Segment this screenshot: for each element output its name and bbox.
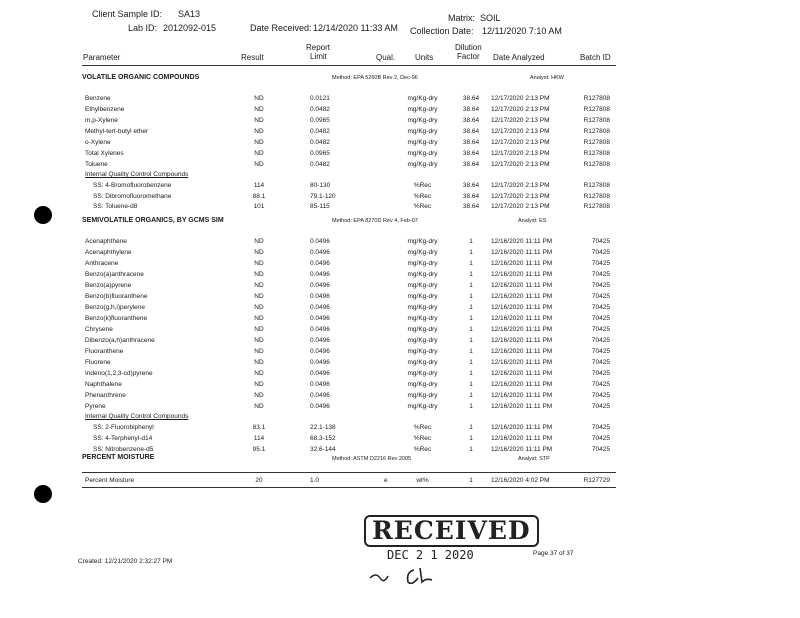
table-row: Pyrene ND 0.0496 mg/Kg-dry 1 12/16/2020 11:11 PM 70425 bbox=[85, 403, 610, 410]
table-row: Fluorene ND 0.0496 mg/Kg-dry 1 12/16/2020 11:11 PM 70425 bbox=[85, 359, 610, 366]
table-row: Benzo(k)fluoranthene ND 0.0496 mg/Kg-dry 1 12/16/2020 11:11 PM 70425 bbox=[85, 315, 610, 322]
section-title-voc: VOLATILE ORGANIC COMPOUNDS bbox=[82, 74, 200, 81]
table-row: Benzo(g,h,i)perylene ND 0.0496 mg/Kg-dry 1 12/16/2020 11:11 PM 70425 bbox=[85, 304, 610, 311]
col-date-analyzed: Date Analyzed bbox=[493, 53, 545, 62]
analyst-svoc: Analyst: ES bbox=[518, 218, 547, 224]
page-number: Page 37 of 37 bbox=[533, 550, 574, 557]
analyst-moisture: Analyst: STP bbox=[518, 456, 550, 462]
col-report-limit-2: Limit bbox=[310, 52, 327, 61]
table-row: SS: Toluene-d8 101 85-115 %Rec 38.64 12/17/2020 2:13 PM R127808 bbox=[93, 203, 610, 210]
col-dilution-2: Factor bbox=[457, 52, 480, 61]
surrogate-heading-voc: Internal Quality Control Compounds bbox=[85, 171, 189, 178]
col-units: Units bbox=[415, 53, 434, 62]
table-row: SS: Nitrobenzene-d5 95.1 32.6-144 %Rec 1 12/16/2020 11:11 PM 70425 bbox=[93, 446, 610, 453]
table-row: Percent Moisture 20 1.0 e wt% 1 12/16/2020 4:02 PM R127729 bbox=[85, 477, 610, 484]
method-voc: Method: EPA 5260B Rev 2, Dec-96 bbox=[332, 75, 418, 81]
punch-hole-bottom bbox=[34, 485, 52, 503]
section-title-svoc: SEMIVOLATILE ORGANICS, BY GCMS SIM bbox=[82, 217, 224, 224]
col-dilution-1: Dilution bbox=[455, 43, 482, 52]
table-row: m,p-Xylene ND 0.0965 mg/Kg-dry 38.64 12/17/2020 2:13 PM R127808 bbox=[85, 117, 610, 124]
table-row: Benzo(b)fluoranthene ND 0.0496 mg/Kg-dry 1 12/16/2020 11:11 PM 70425 bbox=[85, 293, 610, 300]
table-row: Benzo(a)anthracene ND 0.0496 mg/Kg-dry 1 12/16/2020 11:11 PM 70425 bbox=[85, 271, 610, 278]
client-sample-label: Client Sample ID: bbox=[92, 9, 163, 19]
method-moisture: Method: ASTM D2216 Rev 2005 bbox=[332, 456, 412, 462]
table-row: Indeno(1,2,3-cd)pyrene ND 0.0496 mg/Kg-dry 1 12/16/2020 11:11 PM 70425 bbox=[85, 370, 610, 377]
received-stamp-date: DEC 2 1 2020 bbox=[387, 548, 474, 562]
received-stamp-title: RECEIVED bbox=[364, 515, 539, 547]
section-title-moisture: PERCENT MOISTURE bbox=[82, 454, 155, 461]
lab-id-label: Lab ID: bbox=[128, 23, 158, 33]
moisture-rule-top bbox=[82, 472, 616, 473]
table-row: Anthracene ND 0.0496 mg/Kg-dry 1 12/16/2020 11:11 PM 70425 bbox=[85, 260, 610, 267]
date-received-value: 12/14/2020 11:33 AM bbox=[313, 23, 398, 33]
table-row: Fluoranthene ND 0.0496 mg/Kg-dry 1 12/16/2020 11:11 PM 70425 bbox=[85, 348, 610, 355]
table-row: Phenanthrene ND 0.0496 mg/Kg-dry 1 12/16/2020 11:11 PM 70425 bbox=[85, 392, 610, 399]
col-report-limit-1: Report bbox=[306, 43, 331, 52]
analyst-voc: Analyst: HKW bbox=[530, 75, 564, 81]
col-batch-id: Batch ID bbox=[580, 53, 611, 62]
col-result: Result bbox=[241, 53, 264, 62]
table-row: o-Xylene ND 0.0482 mg/Kg-dry 38.64 12/17/2020 2:13 PM R127808 bbox=[85, 139, 610, 146]
table-row: Benzo(a)pyrene ND 0.0496 mg/Kg-dry 1 12/16/2020 11:11 PM 70425 bbox=[85, 282, 610, 289]
table-row: Ethylbenzene ND 0.0482 mg/Kg-dry 38.64 12/17/2020 2:13 PM R127808 bbox=[85, 106, 610, 113]
matrix-label: Matrix: bbox=[448, 13, 475, 23]
table-row: Toluene ND 0.0482 mg/Kg-dry 38.64 12/17/2020 2:13 PM R127808 bbox=[85, 161, 610, 168]
table-row: Dibenzo(a,h)anthracene ND 0.0496 mg/Kg-dry 1 12/16/2020 11:11 PM 70425 bbox=[85, 337, 610, 344]
collection-date-value: 12/11/2020 7:10 AM bbox=[482, 26, 562, 36]
table-row: SS: 4-Bromofluorobenzene 114 80-130 %Rec 38.64 12/17/2020 2:13 PM R127808 bbox=[93, 182, 610, 189]
table-row: SS: Dibromofluoromethane 88.1 79.1-120 %Rec 38.64 12/17/2020 2:13 PM R127808 bbox=[93, 193, 610, 200]
matrix-value: SOIL bbox=[480, 13, 501, 23]
table-row: Benzene ND 0.0121 mg/Kg-dry 38.64 12/17/2020 2:13 PM R127808 bbox=[85, 95, 610, 102]
method-svoc: Method: EPA 8270D Rev 4, Feb-07 bbox=[332, 218, 418, 224]
surrogate-heading-svoc: Internal Quality Control Compounds bbox=[85, 413, 189, 420]
table-row: Methyl-tert-butyl ether ND 0.0482 mg/Kg-dry 38.64 12/17/2020 2:13 PM R127808 bbox=[85, 128, 610, 135]
date-received-label: Date Received: bbox=[250, 23, 312, 33]
moisture-rule-bottom bbox=[82, 487, 616, 488]
table-row: Acenaphthylene ND 0.0496 mg/Kg-dry 1 12/16/2020 11:11 PM 70425 bbox=[85, 249, 610, 256]
client-sample-id: SA13 bbox=[178, 9, 201, 19]
table-row: Total Xylenes ND 0.0965 mg/Kg-dry 38.64 12/17/2020 2:13 PM R127808 bbox=[85, 150, 610, 157]
signature-icon bbox=[366, 564, 446, 586]
table-row: Chrysene ND 0.0496 mg/Kg-dry 1 12/16/2020 11:11 PM 70425 bbox=[85, 326, 610, 333]
table-row: Naphthalene ND 0.0496 mg/Kg-dry 1 12/16/2020 11:11 PM 70425 bbox=[85, 381, 610, 388]
col-qual: Qual. bbox=[376, 53, 396, 62]
table-row: Acenaphthene ND 0.0496 mg/Kg-dry 1 12/16/2020 11:11 PM 70425 bbox=[85, 238, 610, 245]
table-row: SS: 2-Fluorobiphenyl 83.1 22.1-138 %Rec 1 12/16/2020 11:11 PM 70425 bbox=[93, 424, 610, 431]
header-rule bbox=[82, 65, 616, 66]
collection-date-label: Collection Date: bbox=[410, 26, 474, 36]
col-parameter: Parameter bbox=[83, 53, 121, 62]
lab-id-value: 2012092-015 bbox=[163, 23, 217, 33]
table-row: SS: 4-Terphenyl-d14 114 68.3-152 %Rec 1 12/16/2020 11:11 PM 70425 bbox=[93, 435, 610, 442]
created-timestamp: Created: 12/21/2020 2:32:27 PM bbox=[78, 558, 173, 565]
